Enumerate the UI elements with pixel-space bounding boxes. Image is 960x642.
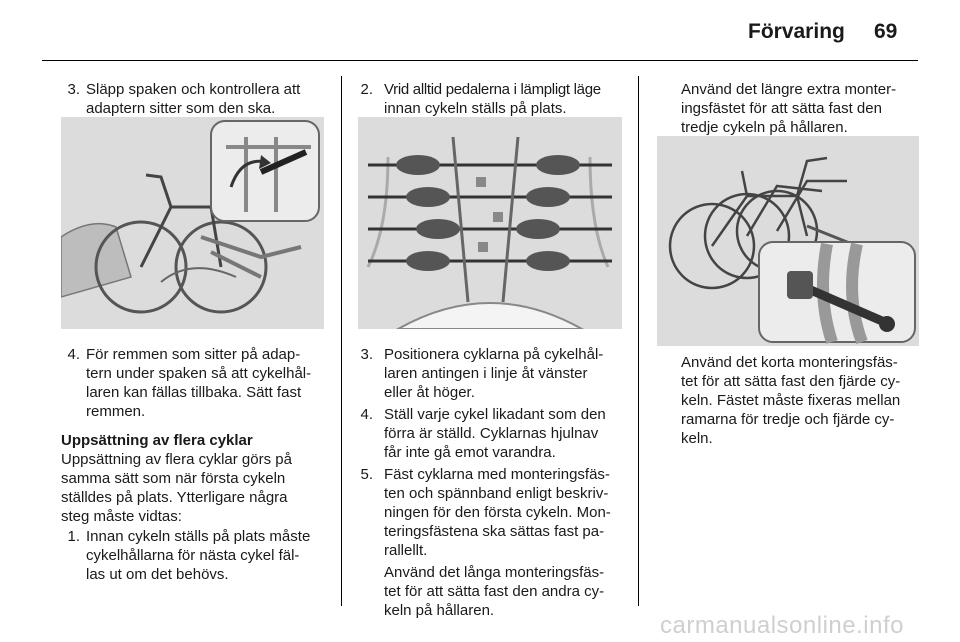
figure-bike-adapter-lever: [61, 117, 324, 329]
paragraph-text: Använd det längre extra monter-: [681, 81, 897, 98]
step-text: teringsfästena ska sättas fast pa-: [384, 523, 605, 540]
step-text: Använd det långa monteringsfäs-: [384, 564, 605, 581]
step-number: 1.: [67, 528, 80, 545]
step-number: 4.: [360, 406, 373, 423]
paragraph-text: samma sätt som när första cykeln: [61, 470, 286, 487]
column-divider-2: [638, 76, 639, 606]
paragraph-text: keln. Fästet måste fixeras mellan: [681, 392, 901, 409]
step-number: 3.: [360, 346, 373, 363]
step-text: Positionera cyklarna på cykelhål-: [384, 346, 604, 363]
step-text: För remmen som sitter på adap-: [86, 346, 301, 363]
paragraph-text: tet för att sätta fast den fjärde cy-: [681, 373, 901, 390]
section-heading: Uppsättning av flera cyklar: [61, 432, 253, 449]
paragraph-text: tredje cykeln på hållaren.: [681, 119, 848, 136]
site-watermark: carmanualsonline.info: [660, 612, 904, 639]
step-text: förra är ställd. Cyklarnas hjulnav: [384, 425, 599, 442]
step-text: keln på hållaren.: [384, 602, 495, 619]
step-text: adaptern sitter som den ska.: [86, 100, 276, 117]
step-text: laren kan fällas tillbaka. Sätt fast: [86, 384, 302, 401]
step-text: tern under spaken så att cykelhål-: [86, 365, 312, 382]
step-text: ten och spännband enligt beskriv-: [384, 485, 609, 502]
page-number: 69: [874, 20, 898, 43]
step-text: Ställ varje cykel likadant som den: [384, 406, 606, 423]
page-section-title: Förvaring: [748, 20, 845, 43]
paragraph-text: ramarna för tredje och fjärde cy-: [681, 411, 895, 428]
step-number: 2.: [360, 81, 373, 98]
paragraph-text: ställdes på plats. Ytterligare några: [61, 489, 288, 506]
step-text: Släpp spaken och kontrollera att: [86, 81, 301, 98]
step-text: får inte gå emot varandra.: [384, 444, 556, 461]
figure-bike-pedal-position: [358, 117, 622, 329]
paragraph-text: steg måste vidtas:: [61, 508, 182, 525]
paragraph-text: ingsfästet för att sätta fast den: [681, 100, 882, 117]
step-text: eller åt höger.: [384, 384, 475, 401]
step-text: rallellt.: [384, 542, 428, 559]
paragraph-text: Uppsättning av flera cyklar görs på: [61, 451, 292, 468]
paragraph-text: keln.: [681, 430, 713, 447]
step-text: Fäst cyklarna med monteringsfäs-: [384, 466, 610, 483]
step-text: Vrid alltid pedalerna i lämpligt läge: [384, 81, 601, 98]
step-text: las ut om det behövs.: [86, 566, 229, 583]
step-text: Innan cykeln ställs på plats måste: [86, 528, 311, 545]
figure-bike-mounting-bracket: [657, 136, 919, 346]
step-text: tet för att sätta fast den andra cy-: [384, 583, 605, 600]
step-number: 3.: [67, 81, 80, 98]
step-number: 4.: [67, 346, 80, 363]
step-text: ningen för den första cykeln. Mon-: [384, 504, 611, 521]
step-text: cykelhållarna för nästa cykel fäl-: [86, 547, 300, 564]
column-divider-1: [341, 76, 342, 606]
step-number: 5.: [360, 466, 373, 483]
step-text: laren antingen i linje åt vänster: [384, 365, 588, 382]
step-text: remmen.: [86, 403, 146, 420]
header-divider: [42, 60, 918, 61]
paragraph-text: Använd det korta monteringsfäs-: [681, 354, 898, 371]
step-text: innan cykeln ställs på plats.: [384, 100, 567, 117]
